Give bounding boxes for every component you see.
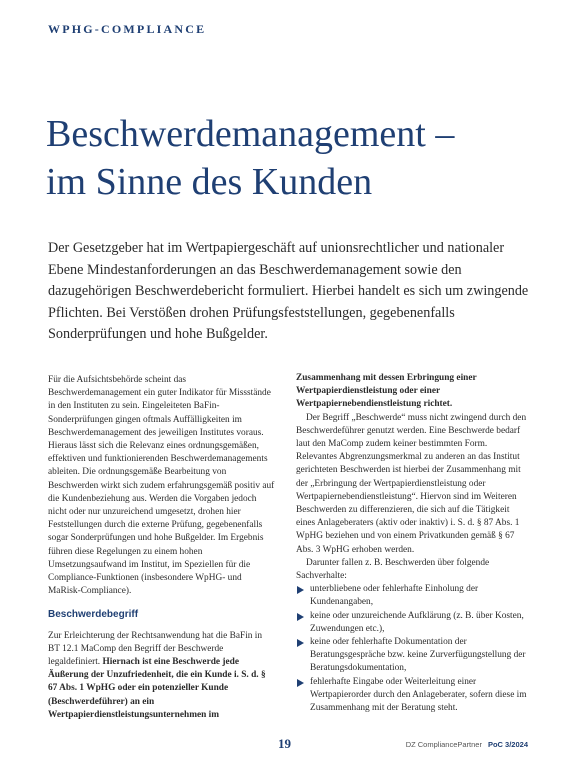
body-paragraph: Für die Aufsichtsbehörde scheint das Beschwerdemanagement ein guter Indikator für Missstände in den Instituten zu sein. Eingeleiteten BaFin-Sonderprüfungen gingen oftmals Auffälligkeiten im Beschwerdemanagement des jeweiligen Institutes voraus. Hieraus lässt sich die Relevanz eines ordnungsgemäßen, effektiven und funktionierenden Beschwerdemanagements ableiten. Die ordnungsgemäße Bearbeitung von Beschwerden wirkt sich zudem erfahrungsgemäß positiv auf die Kundenbeziehung aus. Werden die Vorgaben jedoch nicht oder nur unzureichend umgesetzt, drohen hier Feststellungen durch die externe Prüfung, gegebenenfalls sogar Sonderprüfungen und hohe Bußgelder. Im Ergebnis führen diese Regelungen zu einem hohen Umsetzungsaufwand im Institut, im Speziellen für die Compliance-Funktionen (insbesondere WpHG- und MaRisk-Compliance). bbox=[48, 375, 275, 597]
section-label: WPHG-COMPLIANCE bbox=[48, 22, 207, 36]
body-paragraph: Der Begriff „Beschwerde“ muss nicht zwingend durch den Beschwerdeführer genutzt werden. Eine Beschwerde bedarf laut den MaComp zudem keiner bestimmten Form. Relevantes Abgrenzungsmerkmal zu anderen an das Institut gerichteten Beschwerden ist hierbei der Zusammenhang mit der „Erbringung der Wertpapierdienstleistung oder Wertpapiernebendienstleistung“. Hiervon sind im Weiteren Beschwerden zu differenzieren, die sich auf die Tätigkeit eines Anlageberaters (aktiv oder inaktiv) i. S. d. § 87 Abs. 1 WpHG beziehen und von einem Privatkunden gemäß § 67 Abs. 3 WpHG erhoben werden. bbox=[296, 412, 527, 555]
definition-bold: Hiernach ist eine Beschwerde jede Äußerung der Unzufriedenheit, die ein Kunde i. S. d. § 67 Abs. 1 WpHG oder ein potenzieller Kunde (Beschwerdeführer) an ein Wertpapierdienstleistungsunternehmen im bbox=[48, 657, 266, 720]
list-item-text: unterbliebene oder fehlerhafte Einholung der Kundenangaben, bbox=[310, 584, 479, 608]
footer-brand-name: DZ CompliancePartner bbox=[405, 740, 482, 749]
list-item-text: keine oder unzureichende Aufklärung (z. B. über Kosten, Zuwendungen etc.), bbox=[310, 610, 524, 634]
triangle-bullet-icon bbox=[297, 586, 304, 594]
page-number: 19 bbox=[278, 736, 291, 751]
article-title-line-1: Beschwerdemanagement – bbox=[46, 113, 455, 155]
triangle-bullet-icon bbox=[297, 613, 304, 621]
list-item bbox=[296, 636, 528, 676]
body-paragraph: Darunter fallen z. B. Beschwerden über folgende Sachverhalte: bbox=[296, 557, 490, 582]
article-title-line-2: im Sinne des Kunden bbox=[46, 161, 373, 203]
subheading-beschwerdebegriff: Beschwerdebegriff bbox=[48, 609, 139, 621]
list-item bbox=[296, 676, 528, 716]
list-item bbox=[296, 610, 528, 636]
complaint-examples-list bbox=[296, 583, 528, 715]
footer-issue: PoC 3/2024 bbox=[487, 740, 528, 749]
list-item bbox=[296, 583, 528, 609]
article-title bbox=[46, 110, 556, 206]
list-item-text: fehlerhafte Eingabe oder Weiterleitung einer Wertpapierorder durch den Anlageberater, sofern diese im Zusammenhang mit der Beratung steht. bbox=[310, 676, 527, 714]
right-column bbox=[296, 372, 528, 715]
triangle-bullet-icon bbox=[297, 639, 304, 647]
definition-bold-text: Zusammenhang mit dessen Erbringung einer Wertpapierdienstleistung oder einer Wertpapiernebendienstleistung richtet. bbox=[296, 373, 477, 410]
definition-bold-continued bbox=[296, 372, 528, 412]
triangle-bullet-icon bbox=[297, 679, 304, 687]
definition-intro: Zur Erleichterung der Rechtsanwendung hat die BaFin in BT 12.1 MaComp den Begriff der Beschwerde legaldefiniert. bbox=[48, 630, 263, 668]
footer-brand bbox=[406, 740, 528, 749]
lead-paragraph: Der Gesetzgeber hat im Wertpapiergeschäft auf unionsrechtlicher und nationaler Ebene Mindestanforderungen an das Beschwerdemanagement sowie den dazugehörigen Beschwerdebericht formuliert. Hierbei handelt es sich um zwingende Pflichten. Bei Verstößen drohen Prüfungsfeststellungen, gegebenenfalls Sonderprüfungen und hohe Bußgelder. bbox=[48, 240, 529, 342]
body-paragraph-definition bbox=[48, 630, 276, 722]
list-item-text: keine oder fehlerhafte Dokumentation der Beratungsgespräche bzw. keine Zurverfügungstellung der Beratungsdokumentation, bbox=[310, 637, 526, 674]
left-column bbox=[48, 374, 276, 722]
